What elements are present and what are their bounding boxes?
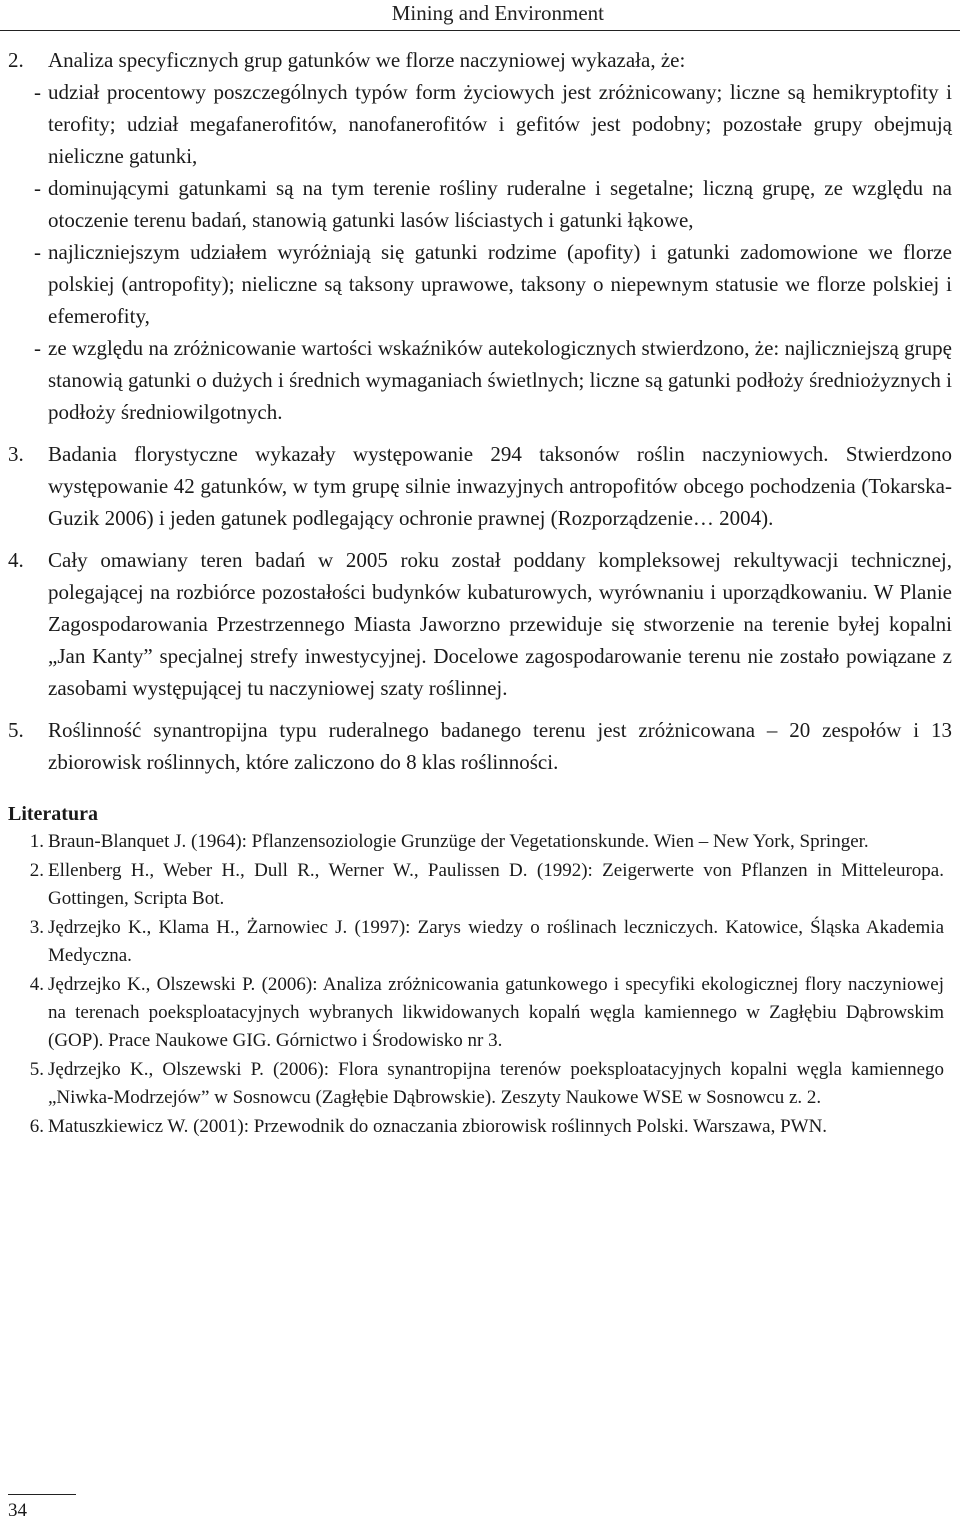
conclusion-item-3 <box>8 438 952 534</box>
reference-number: 3. <box>29 917 44 938</box>
conclusion-item-5 <box>8 714 952 778</box>
bullet-item <box>8 172 952 236</box>
reference-item <box>8 914 952 970</box>
item-number: 2. <box>8 48 24 72</box>
bullet-text: ze względu na zróżnicowanie wartości wskaźników autekologicznych stwierdzono, że: najliczniejszą grupę stanowią gatunki o dużych i średnich wymaganiach świetlnych; liczne są gatunki podłoży średniożyznych i podłoży średniowilgotnych. <box>48 336 952 424</box>
conclusion-item-2 <box>8 44 952 428</box>
page-content <box>8 44 952 1142</box>
conclusion-item-4 <box>8 544 952 704</box>
reference-item <box>8 1056 952 1112</box>
reference-number: 6. <box>29 1116 44 1137</box>
reference-text: Jędrzejko K., Olszewski P. (2006): Flora synantropijna terenów poeksploatacyjnych kopalni węgla kamiennego „Niwka-Modrzejów” w Sosnowcu (Zagłębie Dąbrowskie). Zeszyty Naukowe WSE w Sosnowcu z. 2. <box>48 1059 944 1108</box>
page-number: 34 <box>8 1500 27 1521</box>
item-text: Cały omawiany teren badań w 2005 roku został poddany kompleksowej rekultywacji technicznej, polegającej na rozbiórce pozostałości budynków kubaturowych, wyrównaniu i uporządkowaniu. W Planie Zagospodarowania Przestrzennego Miasta Jaworzno przewiduje się stworzenie na terenie byłej kopalni „Jan Kanty” specjalnej strefy inwestycyjnej. Docelowe zagospodarowanie terenu nie zostało powiązane z zasobami występującej tu naczyniowej szaty roślinnej. <box>48 548 952 700</box>
bullet-item <box>8 76 952 172</box>
bullet-text: udział procentowy poszczególnych typów form życiowych jest zróżnicowany; liczne są hemikryptofity i terofity; udział megafanerofitów, nanofanerofitów i gefitów jest podobny; pozostałe grupy obejmują nieliczne gatunki, <box>48 80 952 168</box>
journal-title: Mining and Environment <box>391 1 604 25</box>
reference-number: 1. <box>29 831 44 852</box>
reference-text: Braun-Blanquet J. (1964): Pflanzensoziologie Grunzüge der Vegetationskunde. Wien – New York, Springer. <box>48 831 869 852</box>
bullet-item <box>8 332 952 428</box>
reference-number: 5. <box>29 1059 44 1080</box>
reference-item <box>8 971 952 1055</box>
bullet-dash: - <box>34 240 41 264</box>
footer-rule <box>8 1494 76 1495</box>
item-number: 3. <box>8 442 24 466</box>
bullet-text: dominującymi gatunkami są na tym terenie rośliny ruderalne i segetalne; liczną grupę, ze względu na otoczenie terenu badań, stanowią gatunki lasów liściastych i gatunki łąkowe, <box>48 176 952 232</box>
item-text: Roślinność synantropijna typu ruderalnego badanego terenu jest zróżnicowana – 20 zespołów i 13 zbiorowisk roślinnych, które zaliczono do 8 klas roślinności. <box>48 718 952 774</box>
bullet-text: najliczniejszym udziałem wyróżniają się gatunki rodzime (apofity) i gatunki zadomowione we florze polskiej (antropofity); nieliczne są taksony uprawowe, taksony o niepewnym statusie we florze polskiej i efemerofity, <box>48 240 952 328</box>
running-header <box>0 0 960 31</box>
reference-item <box>8 1113 952 1141</box>
reference-text: Ellenberg H., Weber H., Dull R., Werner W., Paulissen D. (1992): Zeigerwerte von Pflanzen in Mitteleuropa. Gottingen, Scripta Bot. <box>48 860 944 909</box>
reference-number: 4. <box>29 974 44 995</box>
reference-number: 2. <box>29 860 44 881</box>
item-body <box>34 44 952 428</box>
bullet-dash: - <box>34 176 41 200</box>
bullet-dash: - <box>34 336 41 360</box>
item-number: 5. <box>8 718 24 742</box>
bullet-item <box>8 236 952 332</box>
literature-heading: Literatura <box>8 803 98 825</box>
reference-text: Jędrzejko K., Olszewski P. (2006): Analiza zróżnicowania gatunkowego i specyfiki ekologicznej flory naczyniowej na terenach poeksploatacyjnych wybranych likwidowanych kopalń węgla kamiennego w Zagłębiu Dąbrowskim (GOP). Prace Naukowe GIG. Górnictwo i Środowisko nr 3. <box>48 974 944 1051</box>
reference-text: Matuszkiewicz W. (2001): Przewodnik do oznaczania zbiorowisk roślinnych Polski. Warszawa, PWN. <box>48 1116 828 1137</box>
reference-item <box>8 857 952 913</box>
item-text: Badania florystyczne wykazały występowanie 294 taksonów roślin naczyniowych. Stwierdzono występowanie 42 gatunków, w tym grupę silnie inwazyjnych antropofitów obcego pochodzenia (Tokarska-Guzik 2006) i jeden gatunek podlegający ochronie prawnej (Rozporządzenie… 2004). <box>48 442 952 530</box>
item-intro: Analiza specyficznych grup gatunków we florze naczyniowej wykazała, że: <box>48 48 686 72</box>
reference-text: Jędrzejko K., Klama H., Żarnowiec J. (1997): Zarys wiedzy o roślinach leczniczych. Katowice, Śląska Akademia Medyczna. <box>48 917 944 966</box>
reference-list <box>8 828 952 1141</box>
item-number: 4. <box>8 548 24 572</box>
bullet-dash: - <box>34 80 41 104</box>
reference-item <box>8 828 952 856</box>
